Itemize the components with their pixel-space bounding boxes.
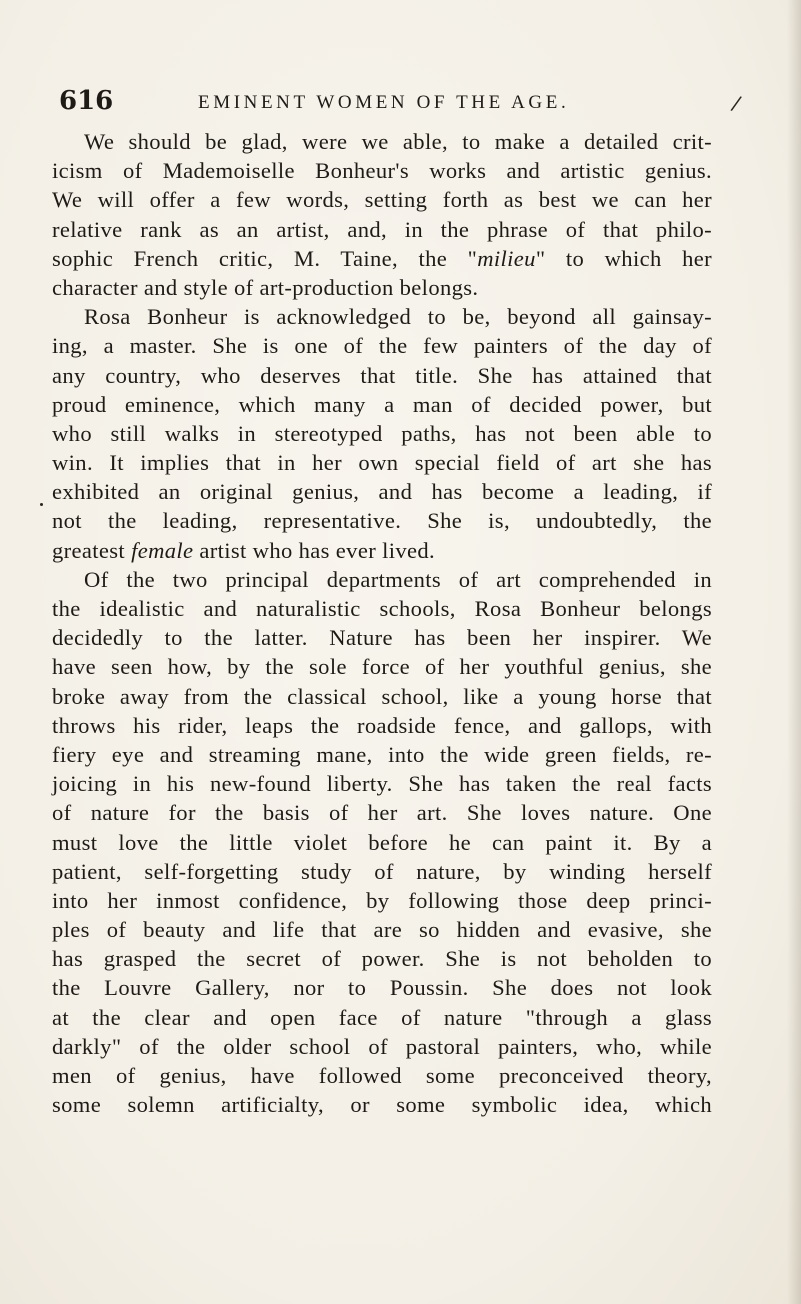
text-line: relative rank as an artist, and, in the phrase of that philo-	[52, 216, 712, 242]
body-text	[52, 127, 712, 1119]
page-number: 616	[59, 86, 114, 116]
italic-word-female: female	[131, 537, 194, 563]
text-line: has grasped the secret of power. She is not beholden to	[52, 946, 712, 972]
margin-speck	[40, 503, 43, 506]
text-line: proud eminence, which many a man of decided power, but	[52, 391, 712, 417]
text-line: into her inmost confidence, by following those deep princi-	[52, 887, 712, 913]
text-fragment: artist who has ever lived.	[193, 537, 435, 563]
text-line: some solemn artificialty, or some symbolic idea, which	[52, 1092, 712, 1118]
text-line: of nature for the basis of her art. She loves nature. One	[52, 800, 712, 826]
text-line-female	[52, 536, 712, 565]
page-header	[59, 86, 744, 126]
text-line: icism of Mademoiselle Bonheur's works and artistic genius.	[52, 158, 712, 184]
text-line: men of genius, have followed some preconceived theory,	[52, 1063, 712, 1088]
text-line: Of the two principal departments of art comprehended in	[84, 566, 712, 592]
text-line: throws his rider, leaps the roadside fence, and gallops, with	[52, 712, 712, 738]
text-fragment: sophic French critic, M. Taine, the "	[52, 245, 478, 271]
page-edge-shadow	[787, 0, 801, 1304]
text-line: any country, who deserves that title. She has attained that	[52, 362, 712, 388]
text-line: joicing in his new-found liberty. She has taken the real facts	[52, 771, 712, 797]
text-line: broke away from the classical school, like a young horse that	[52, 683, 712, 709]
text-line: darkly" of the older school of pastoral painters, who, while	[52, 1033, 712, 1059]
text-fragment: greatest	[52, 537, 132, 563]
text-line: Rosa Bonheur is acknowledged to be, beyond all gainsay-	[84, 304, 712, 330]
margin-mark: /	[729, 90, 744, 116]
text-line: We will offer a few words, setting forth as best we can her	[52, 187, 712, 213]
text-line: ing, a master. She is one of the few painters of the day of	[52, 333, 712, 359]
text-line: character and style of art-production belongs.	[52, 274, 479, 300]
text-line: must love the little violet before he can paint it. By a	[52, 829, 712, 855]
text-line: exhibited an original genius, and has become a leading, if	[52, 479, 712, 505]
text-line: fiery eye and streaming mane, into the wide green fields, re-	[52, 741, 712, 767]
text-line-milieu	[52, 244, 712, 273]
text-line: win. It implies that in her own special field of art she has	[52, 450, 712, 476]
text-line: the Louvre Gallery, nor to Poussin. She does not look	[52, 975, 712, 1001]
text-line: We should be glad, were we able, to make a detailed crit-	[84, 129, 712, 154]
text-line: the idealistic and naturalistic schools, Rosa Bonheur belongs	[52, 596, 712, 621]
text-line: who still walks in stereotyped paths, has not been able to	[52, 420, 712, 446]
text-line: have seen how, by the sole force of her youthful genius, she	[52, 654, 712, 680]
text-line: not the leading, representative. She is, undoubtedly, the	[52, 508, 712, 534]
text-line: at the clear and open face of nature "through a glass	[52, 1004, 712, 1030]
text-line: decidedly to the latter. Nature has been her inspirer. We	[52, 625, 712, 651]
text-fragment: " to which her	[535, 245, 712, 271]
text-line: ples of beauty and life that are so hidden and evasive, she	[52, 917, 712, 943]
running-head: EMINENT WOMEN OF THE AGE.	[198, 92, 570, 113]
text-line: patient, self-forgetting study of nature, by winding herself	[52, 858, 712, 884]
italic-word-milieu: milieu	[477, 245, 536, 271]
